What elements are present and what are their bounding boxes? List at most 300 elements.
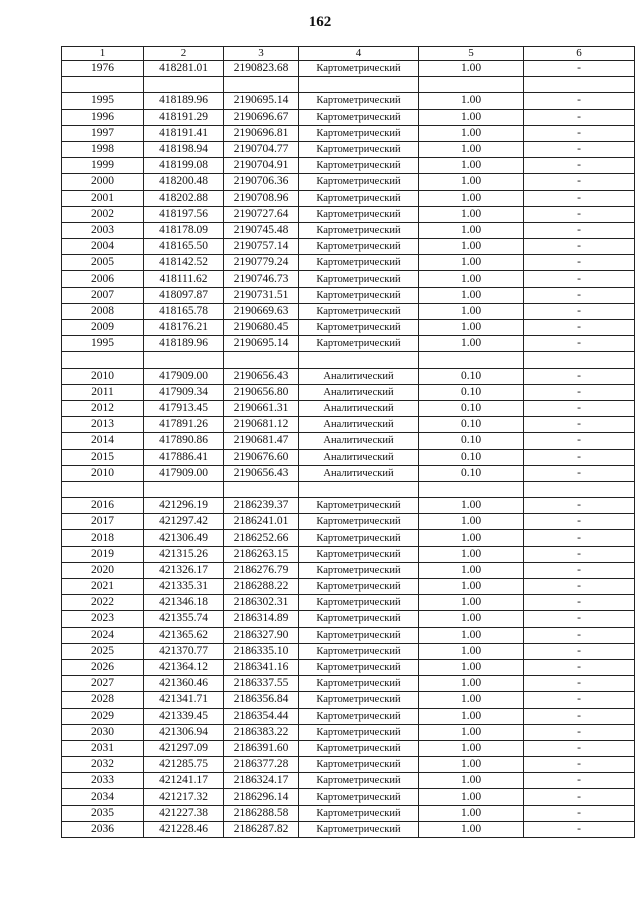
y-coordinate-cell: 2186288.22 — [224, 579, 299, 595]
x-coordinate-cell: 418165.50 — [144, 239, 224, 255]
note-cell: - — [524, 627, 635, 643]
column-header: 5 — [419, 47, 524, 61]
y-coordinate-cell: 2190731.51 — [224, 287, 299, 303]
method-cell: Картометрический — [299, 692, 419, 708]
x-coordinate-cell: 421306.94 — [144, 724, 224, 740]
table-row — [62, 821, 635, 837]
y-coordinate-cell: 2186341.16 — [224, 659, 299, 675]
point-number-cell: 2034 — [62, 789, 144, 805]
y-coordinate-cell: 2190669.63 — [224, 303, 299, 319]
table-row — [62, 740, 635, 756]
y-coordinate-cell: 2190695.14 — [224, 336, 299, 352]
note-cell: - — [524, 449, 635, 465]
point-number-cell: 2004 — [62, 239, 144, 255]
x-coordinate-cell: 417909.34 — [144, 384, 224, 400]
method-cell: Картометрический — [299, 659, 419, 675]
point-number-cell: 2000 — [62, 174, 144, 190]
note-cell: - — [524, 789, 635, 805]
y-coordinate-cell: 2186287.82 — [224, 821, 299, 837]
note-cell: - — [524, 465, 635, 481]
accuracy-cell: 1.00 — [419, 821, 524, 837]
table-row — [62, 433, 635, 449]
method-cell: Картометрический — [299, 174, 419, 190]
point-number-cell: 2010 — [62, 465, 144, 481]
x-coordinate-cell: 418202.88 — [144, 190, 224, 206]
table-row — [62, 805, 635, 821]
accuracy-cell: 0.10 — [419, 417, 524, 433]
table-row — [62, 77, 635, 93]
note-cell: - — [524, 158, 635, 174]
accuracy-cell: 0.10 — [419, 465, 524, 481]
method-cell — [299, 352, 419, 368]
accuracy-cell: 1.00 — [419, 174, 524, 190]
accuracy-cell: 1.00 — [419, 93, 524, 109]
x-coordinate-cell: 418200.48 — [144, 174, 224, 190]
page-number: 162 — [308, 14, 332, 30]
note-cell: - — [524, 336, 635, 352]
note-cell: - — [524, 255, 635, 271]
x-coordinate-cell: 417909.00 — [144, 465, 224, 481]
note-cell: - — [524, 93, 635, 109]
note-cell: - — [524, 141, 635, 157]
table-row — [62, 514, 635, 530]
y-coordinate-cell: 2190757.14 — [224, 239, 299, 255]
y-coordinate-cell: 2186335.10 — [224, 643, 299, 659]
table-row — [62, 320, 635, 336]
accuracy-cell: 1.00 — [419, 303, 524, 319]
y-coordinate-cell: 2190779.24 — [224, 255, 299, 271]
y-coordinate-cell: 2190745.48 — [224, 222, 299, 238]
y-coordinate-cell: 2186337.55 — [224, 676, 299, 692]
accuracy-cell: 0.10 — [419, 368, 524, 384]
table-row — [62, 368, 635, 384]
y-coordinate-cell: 2190656.43 — [224, 368, 299, 384]
accuracy-cell: 1.00 — [419, 773, 524, 789]
y-coordinate-cell: 2190695.14 — [224, 93, 299, 109]
point-number-cell: 2018 — [62, 530, 144, 546]
table-row — [62, 287, 635, 303]
x-coordinate-cell: 421341.71 — [144, 692, 224, 708]
y-coordinate-cell: 2190823.68 — [224, 61, 299, 77]
note-cell: - — [524, 611, 635, 627]
y-coordinate-cell: 2186239.37 — [224, 498, 299, 514]
x-coordinate-cell: 421285.75 — [144, 757, 224, 773]
method-cell: Картометрический — [299, 514, 419, 530]
x-coordinate-cell — [144, 352, 224, 368]
point-number-cell: 1998 — [62, 141, 144, 157]
point-number-cell: 2036 — [62, 821, 144, 837]
y-coordinate-cell: 2190696.67 — [224, 109, 299, 125]
note-cell: - — [524, 562, 635, 578]
x-coordinate-cell: 421315.26 — [144, 546, 224, 562]
y-coordinate-cell: 2190656.80 — [224, 384, 299, 400]
point-number-cell: 2008 — [62, 303, 144, 319]
method-cell: Картометрический — [299, 773, 419, 789]
accuracy-cell — [419, 77, 524, 93]
y-coordinate-cell — [224, 352, 299, 368]
method-cell: Картометрический — [299, 61, 419, 77]
accuracy-cell: 1.00 — [419, 271, 524, 287]
table-row — [62, 158, 635, 174]
y-coordinate-cell: 2190656.43 — [224, 465, 299, 481]
point-number-cell: 2033 — [62, 773, 144, 789]
x-coordinate-cell: 421297.09 — [144, 740, 224, 756]
x-coordinate-cell: 418097.87 — [144, 287, 224, 303]
x-coordinate-cell — [144, 481, 224, 497]
accuracy-cell: 1.00 — [419, 724, 524, 740]
accuracy-cell: 1.00 — [419, 222, 524, 238]
accuracy-cell: 0.10 — [419, 384, 524, 400]
method-cell: Картометрический — [299, 546, 419, 562]
accuracy-cell: 1.00 — [419, 287, 524, 303]
method-cell: Картометрический — [299, 805, 419, 821]
x-coordinate-cell: 421355.74 — [144, 611, 224, 627]
y-coordinate-cell: 2186241.01 — [224, 514, 299, 530]
x-coordinate-cell: 421339.45 — [144, 708, 224, 724]
x-coordinate-cell: 417891.26 — [144, 417, 224, 433]
method-cell: Картометрический — [299, 676, 419, 692]
note-cell: - — [524, 368, 635, 384]
table-row — [62, 724, 635, 740]
accuracy-cell: 1.00 — [419, 757, 524, 773]
y-coordinate-cell: 2190727.64 — [224, 206, 299, 222]
x-coordinate-cell: 421306.49 — [144, 530, 224, 546]
accuracy-cell: 1.00 — [419, 643, 524, 659]
point-number-cell: 2009 — [62, 320, 144, 336]
x-coordinate-cell: 418197.56 — [144, 206, 224, 222]
table-row — [62, 757, 635, 773]
table-row — [62, 546, 635, 562]
y-coordinate-cell: 2190696.81 — [224, 125, 299, 141]
y-coordinate-cell: 2186377.28 — [224, 757, 299, 773]
point-number-cell: 2030 — [62, 724, 144, 740]
accuracy-cell: 1.00 — [419, 692, 524, 708]
method-cell: Картометрический — [299, 287, 419, 303]
y-coordinate-cell: 2186327.90 — [224, 627, 299, 643]
method-cell: Картометрический — [299, 595, 419, 611]
table-row — [62, 61, 635, 77]
note-cell — [524, 352, 635, 368]
note-cell: - — [524, 773, 635, 789]
note-cell: - — [524, 190, 635, 206]
y-coordinate-cell: 2186302.31 — [224, 595, 299, 611]
note-cell: - — [524, 498, 635, 514]
point-number-cell: 2016 — [62, 498, 144, 514]
column-header: 4 — [299, 47, 419, 61]
y-coordinate-cell: 2190746.73 — [224, 271, 299, 287]
note-cell: - — [524, 724, 635, 740]
x-coordinate-cell: 417890.86 — [144, 433, 224, 449]
x-coordinate-cell: 417886.41 — [144, 449, 224, 465]
point-number-cell: 2021 — [62, 579, 144, 595]
method-cell: Картометрический — [299, 708, 419, 724]
point-number-cell: 2001 — [62, 190, 144, 206]
point-number-cell: 2022 — [62, 595, 144, 611]
accuracy-cell: 1.00 — [419, 206, 524, 222]
y-coordinate-cell: 2190681.12 — [224, 417, 299, 433]
y-coordinate-cell — [224, 481, 299, 497]
note-cell — [524, 481, 635, 497]
y-coordinate-cell: 2186276.79 — [224, 562, 299, 578]
y-coordinate-cell: 2190676.60 — [224, 449, 299, 465]
coordinates-table — [61, 46, 635, 838]
table-row — [62, 789, 635, 805]
table-row — [62, 579, 635, 595]
point-number-cell: 1999 — [62, 158, 144, 174]
note-cell: - — [524, 740, 635, 756]
table-row — [62, 255, 635, 271]
point-number-cell: 2032 — [62, 757, 144, 773]
table-row — [62, 611, 635, 627]
table-row — [62, 174, 635, 190]
x-coordinate-cell: 418189.96 — [144, 93, 224, 109]
accuracy-cell: 1.00 — [419, 708, 524, 724]
point-number-cell: 1996 — [62, 109, 144, 125]
accuracy-cell: 1.00 — [419, 579, 524, 595]
point-number-cell: 2027 — [62, 676, 144, 692]
point-number-cell: 2011 — [62, 384, 144, 400]
point-number-cell: 2013 — [62, 417, 144, 433]
table-row — [62, 271, 635, 287]
table-header-row — [62, 47, 635, 61]
accuracy-cell: 1.00 — [419, 546, 524, 562]
method-cell: Картометрический — [299, 320, 419, 336]
x-coordinate-cell: 418189.96 — [144, 336, 224, 352]
table-row — [62, 692, 635, 708]
note-cell: - — [524, 174, 635, 190]
y-coordinate-cell: 2186252.66 — [224, 530, 299, 546]
note-cell: - — [524, 643, 635, 659]
method-cell: Аналитический — [299, 449, 419, 465]
note-cell: - — [524, 417, 635, 433]
y-coordinate-cell: 2190704.77 — [224, 141, 299, 157]
table-row — [62, 141, 635, 157]
x-coordinate-cell: 417913.45 — [144, 400, 224, 416]
note-cell: - — [524, 708, 635, 724]
method-cell: Аналитический — [299, 368, 419, 384]
accuracy-cell: 1.00 — [419, 659, 524, 675]
point-number-cell: 2026 — [62, 659, 144, 675]
method-cell: Картометрический — [299, 109, 419, 125]
note-cell: - — [524, 109, 635, 125]
point-number-cell: 2019 — [62, 546, 144, 562]
point-number-cell — [62, 481, 144, 497]
y-coordinate-cell: 2186296.14 — [224, 789, 299, 805]
x-coordinate-cell: 418111.62 — [144, 271, 224, 287]
x-coordinate-cell: 421365.62 — [144, 627, 224, 643]
accuracy-cell: 1.00 — [419, 562, 524, 578]
y-coordinate-cell: 2190706.36 — [224, 174, 299, 190]
note-cell: - — [524, 821, 635, 837]
column-header: 2 — [144, 47, 224, 61]
method-cell: Картометрический — [299, 93, 419, 109]
x-coordinate-cell: 421227.38 — [144, 805, 224, 821]
accuracy-cell: 1.00 — [419, 125, 524, 141]
method-cell: Аналитический — [299, 433, 419, 449]
accuracy-cell: 1.00 — [419, 255, 524, 271]
method-cell: Аналитический — [299, 400, 419, 416]
x-coordinate-cell: 421370.77 — [144, 643, 224, 659]
accuracy-cell: 0.10 — [419, 449, 524, 465]
note-cell: - — [524, 320, 635, 336]
x-coordinate-cell: 421360.46 — [144, 676, 224, 692]
point-number-cell: 2023 — [62, 611, 144, 627]
accuracy-cell: 1.00 — [419, 190, 524, 206]
accuracy-cell: 1.00 — [419, 239, 524, 255]
y-coordinate-cell: 2186356.84 — [224, 692, 299, 708]
point-number-cell: 2024 — [62, 627, 144, 643]
x-coordinate-cell: 418191.41 — [144, 125, 224, 141]
note-cell: - — [524, 384, 635, 400]
point-number-cell: 2015 — [62, 449, 144, 465]
method-cell: Картометрический — [299, 562, 419, 578]
accuracy-cell: 1.00 — [419, 514, 524, 530]
method-cell — [299, 77, 419, 93]
point-number-cell: 2014 — [62, 433, 144, 449]
note-cell: - — [524, 579, 635, 595]
column-header: 6 — [524, 47, 635, 61]
point-number-cell: 2017 — [62, 514, 144, 530]
table-row — [62, 465, 635, 481]
note-cell: - — [524, 400, 635, 416]
method-cell: Картометрический — [299, 303, 419, 319]
method-cell: Картометрический — [299, 255, 419, 271]
point-number-cell: 2006 — [62, 271, 144, 287]
note-cell: - — [524, 659, 635, 675]
y-coordinate-cell: 2186288.58 — [224, 805, 299, 821]
column-header: 3 — [224, 47, 299, 61]
accuracy-cell: 1.00 — [419, 498, 524, 514]
point-number-cell: 1976 — [62, 61, 144, 77]
point-number-cell: 2007 — [62, 287, 144, 303]
accuracy-cell: 1.00 — [419, 320, 524, 336]
table-row — [62, 562, 635, 578]
table-row — [62, 93, 635, 109]
method-cell: Картометрический — [299, 821, 419, 837]
method-cell: Картометрический — [299, 271, 419, 287]
method-cell: Картометрический — [299, 579, 419, 595]
note-cell: - — [524, 271, 635, 287]
note-cell: - — [524, 805, 635, 821]
point-number-cell — [62, 352, 144, 368]
table-row — [62, 303, 635, 319]
point-number-cell: 2010 — [62, 368, 144, 384]
y-coordinate-cell: 2186314.89 — [224, 611, 299, 627]
x-coordinate-cell: 421217.32 — [144, 789, 224, 805]
method-cell: Картометрический — [299, 643, 419, 659]
accuracy-cell: 1.00 — [419, 805, 524, 821]
accuracy-cell: 1.00 — [419, 611, 524, 627]
x-coordinate-cell: 421296.19 — [144, 498, 224, 514]
x-coordinate-cell: 421241.17 — [144, 773, 224, 789]
x-coordinate-cell: 421326.17 — [144, 562, 224, 578]
table-row — [62, 773, 635, 789]
point-number-cell: 1995 — [62, 336, 144, 352]
x-coordinate-cell: 418178.09 — [144, 222, 224, 238]
x-coordinate-cell — [144, 77, 224, 93]
y-coordinate-cell: 2186391.60 — [224, 740, 299, 756]
note-cell: - — [524, 239, 635, 255]
accuracy-cell: 1.00 — [419, 109, 524, 125]
y-coordinate-cell: 2186263.15 — [224, 546, 299, 562]
accuracy-cell: 0.10 — [419, 400, 524, 416]
method-cell: Картометрический — [299, 627, 419, 643]
method-cell: Картометрический — [299, 158, 419, 174]
table-row — [62, 352, 635, 368]
point-number-cell: 2012 — [62, 400, 144, 416]
method-cell: Картометрический — [299, 239, 419, 255]
y-coordinate-cell — [224, 77, 299, 93]
note-cell: - — [524, 61, 635, 77]
note-cell: - — [524, 287, 635, 303]
x-coordinate-cell: 421364.12 — [144, 659, 224, 675]
point-number-cell: 2025 — [62, 643, 144, 659]
method-cell: Картометрический — [299, 206, 419, 222]
y-coordinate-cell: 2190708.96 — [224, 190, 299, 206]
x-coordinate-cell: 421297.42 — [144, 514, 224, 530]
x-coordinate-cell: 418176.21 — [144, 320, 224, 336]
table-row — [62, 400, 635, 416]
x-coordinate-cell: 418165.78 — [144, 303, 224, 319]
method-cell: Картометрический — [299, 498, 419, 514]
method-cell: Картометрический — [299, 190, 419, 206]
x-coordinate-cell: 418199.08 — [144, 158, 224, 174]
note-cell: - — [524, 757, 635, 773]
column-header: 1 — [62, 47, 144, 61]
x-coordinate-cell: 418281.01 — [144, 61, 224, 77]
table-row — [62, 627, 635, 643]
point-number-cell: 2029 — [62, 708, 144, 724]
table-row — [62, 481, 635, 497]
x-coordinate-cell: 421346.18 — [144, 595, 224, 611]
note-cell: - — [524, 222, 635, 238]
accuracy-cell: 1.00 — [419, 61, 524, 77]
point-number-cell: 2005 — [62, 255, 144, 271]
note-cell: - — [524, 546, 635, 562]
accuracy-cell: 1.00 — [419, 530, 524, 546]
accuracy-cell: 1.00 — [419, 336, 524, 352]
accuracy-cell: 0.10 — [419, 433, 524, 449]
note-cell: - — [524, 692, 635, 708]
table-row — [62, 239, 635, 255]
method-cell: Картометрический — [299, 125, 419, 141]
point-number-cell: 2002 — [62, 206, 144, 222]
note-cell: - — [524, 433, 635, 449]
method-cell: Картометрический — [299, 724, 419, 740]
accuracy-cell: 1.00 — [419, 595, 524, 611]
table-row — [62, 336, 635, 352]
note-cell: - — [524, 595, 635, 611]
point-number-cell: 2035 — [62, 805, 144, 821]
x-coordinate-cell: 421228.46 — [144, 821, 224, 837]
table-row — [62, 643, 635, 659]
accuracy-cell: 1.00 — [419, 740, 524, 756]
y-coordinate-cell: 2190681.47 — [224, 433, 299, 449]
y-coordinate-cell: 2186354.44 — [224, 708, 299, 724]
table-row — [62, 190, 635, 206]
table-row — [62, 417, 635, 433]
table-row — [62, 530, 635, 546]
note-cell: - — [524, 125, 635, 141]
accuracy-cell: 1.00 — [419, 158, 524, 174]
accuracy-cell: 1.00 — [419, 627, 524, 643]
point-number-cell: 2003 — [62, 222, 144, 238]
method-cell: Картометрический — [299, 141, 419, 157]
y-coordinate-cell: 2186383.22 — [224, 724, 299, 740]
x-coordinate-cell: 418198.94 — [144, 141, 224, 157]
note-cell: - — [524, 303, 635, 319]
y-coordinate-cell: 2186324.17 — [224, 773, 299, 789]
